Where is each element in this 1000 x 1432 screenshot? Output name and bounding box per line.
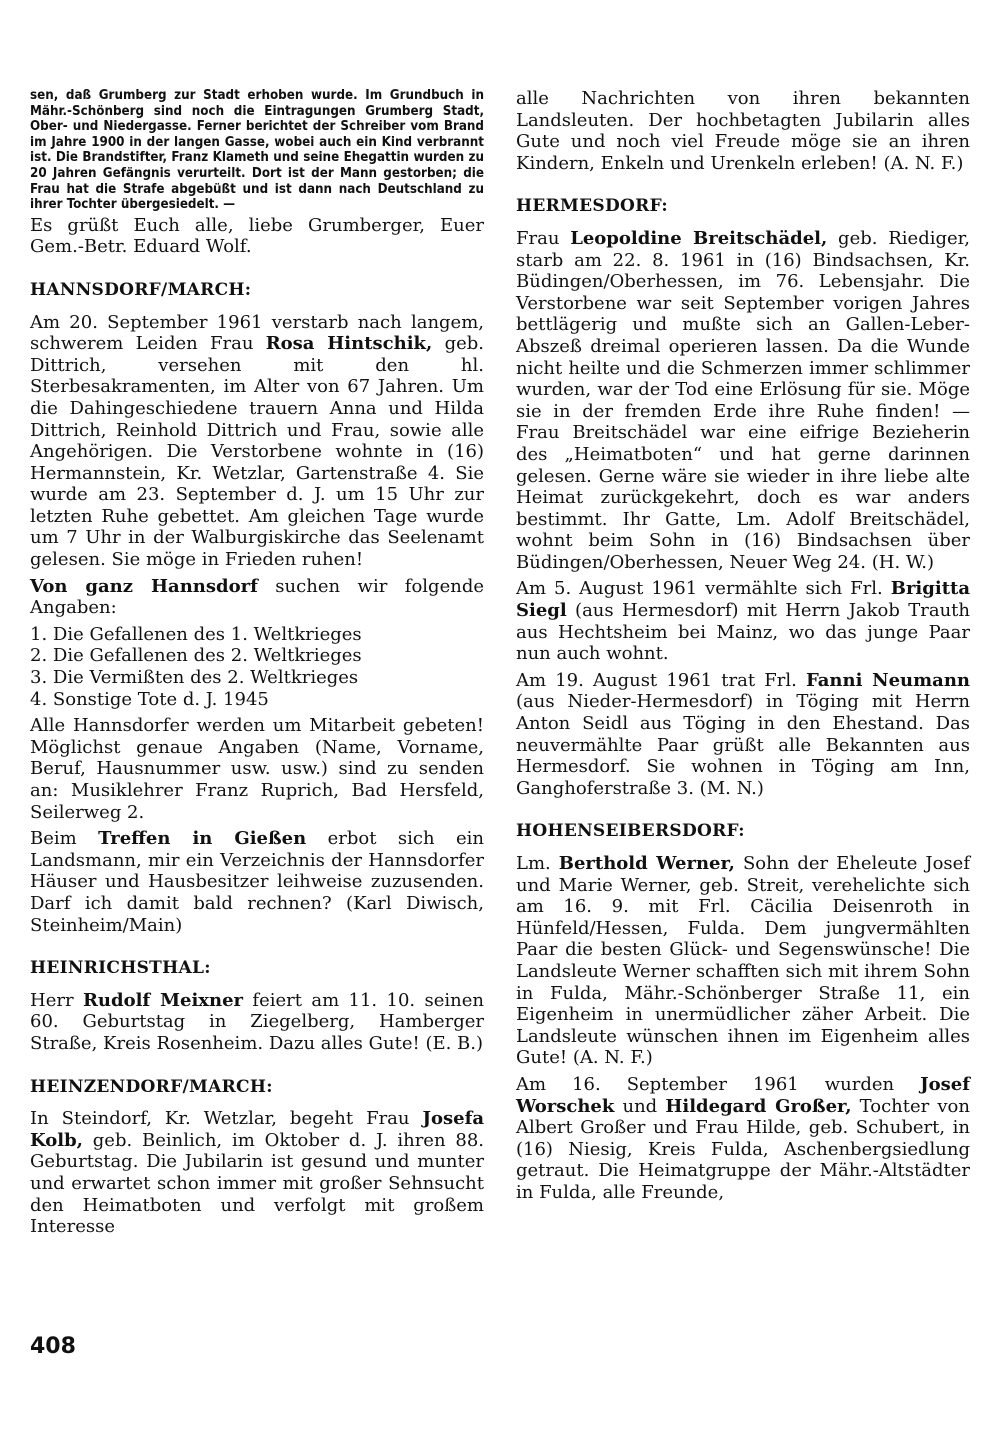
intro-small-paragraph: sen, daß Grumberg zur Stadt erhoben wurde. Im Grundbuch in Mähr.-Schönberg sind noch die Eintragungen Grumberg Stadt, Ober- und Niedergasse. Ferner berichtet der Schreiber vom Brand im Jahre 1900 in der langen Gasse, wobei auch ein Kind verbrannt ist. Die Brandstifter, Franz Klameth und seine Ehegattin wurden zu 20 Jahren Gefängnis verurteilt. Dort ist der Mann gestorben; die Frau hat die Strafe abgebüßt und ist dann nach Deutschland zu ihrer Tochter übergesiedelt. —: [30, 88, 484, 213]
text-segment: feiert am 11. 10. seinen 60. Geburtstag in Ziegelberg, Hamberger Straße, Kreis Rosenheim. Dazu alles Gute! (E. B.): [30, 989, 484, 1054]
text-segment: Am 19. August 1961 trat Frl.: [516, 669, 806, 691]
greeting-paragraph: Es grüßt Euch alle, liebe Grumberger, Euer Gem.-Betr. Eduard Wolf.: [30, 214, 484, 258]
person-name: Hildegard Großer,: [665, 1095, 852, 1117]
text-segment: Sohn der Eheleute Josef und Marie Werner, geb. Streit, verehelichte sich am 16. 9. mit Frl. Cäcilia Deisenroth in Hünfeld/Hessen, Fulda. Dem jungvermählten Paar die besten Glück- und Segenswünsche! Die Landsleute Werner schafften sich mit ihrem Sohn in Fulda, Mähr.-Schönberger Straße 11, ein Eigenheim in unermüdlicher zäher Arbeit. Die Landsleute wünschen ihnen im Eigenheim alles Gute! (A. N. F.): [516, 853, 970, 1069]
text-segment: geb. Dittrich, versehen mit den hl. Sterbesakramenten, im Alter von 67 Jahren. Um die Dahingeschiedene trauern Anna und Hilda Dittrich, Reinhold Dittrich und Frau, sowie alle Angehörigen. Die Verstorbene wohnte in (16) Hermannstein, Kr. Wetzlar, Gartenstraße 4. Sie wurde am 23. September d. J. um 15 Uhr zur letzten Ruhe gebettet. Am gleichen Tage wurde um 7 Uhr in der Walburgiskirche das Seelenamt gelesen. Sie möge in Frieden ruhen!: [30, 333, 484, 571]
list-item: 2. Die Gefallenen des 2. Weltkrieges: [30, 645, 362, 667]
text-segment: erbot sich ein Landsmann, mir ein Verzeichnis der Hannsdorfer Häuser und Hausbesitzer leihweise zuzusenden. Darf ich damit bald rechnen? (Karl Diwisch, Steinheim/Main): [30, 828, 485, 936]
heinrichsthal-birthday: [30, 990, 484, 1055]
heading-hannsdorf: HANNSDORF/MARCH:: [30, 279, 252, 300]
text-segment: Am 16. September 1961 wurden: [516, 1073, 921, 1095]
text-segment: Herr: [30, 989, 83, 1011]
person-name: Josefa Kolb,: [30, 1108, 484, 1151]
right-column: [516, 88, 970, 1209]
hohenseibersdorf-wedding-2: [516, 1074, 970, 1204]
continued-paragraph: alle Nachrichten von ihren bekannten Landsleuten. Der hochbetagten Jubilarin alles Gute und noch viel Freude möge sie an ihren Kindern, Enkeln und Urenkeln erleben! (A. N. F.): [516, 88, 970, 174]
hannsdorf-obituary: [30, 312, 484, 571]
list-item: 3. Die Vermißten des 2. Weltkrieges: [30, 667, 359, 689]
hermesdorf-wedding-2: [516, 670, 970, 800]
person-name: Brigitta Siegl: [516, 578, 970, 622]
hannsdorf-meeting: [30, 828, 484, 936]
heading-hohenseibersdorf: HOHENSEIBERSDORF:: [516, 821, 745, 842]
text-segment: Am 20. September 1961 verstarb nach langem, schwerem Leiden Frau: [30, 311, 484, 355]
text-segment: (aus Nieder-Hermesdorf) in Töging mit Herrn Anton Seidl aus Töging in den Ehestand. Das neuvermählte Paar grüßt alle Bekannten aus Hermesdorf. Sie wohnen in Töging am Inn, Ganghoferstraße 3. (M. N.): [516, 691, 970, 799]
hannsdorf-list: [30, 624, 484, 710]
person-name: Fanni Neumann: [805, 669, 970, 691]
page-number: 408: [30, 1334, 76, 1359]
text-segment: Frau: [516, 227, 571, 249]
person-name: Berthold Werner,: [558, 853, 735, 874]
heinzendorf-birthday: [30, 1108, 484, 1238]
text-segment: geb. Riediger, starb am 22. 8. 1961 in (16) Bindsachsen, Kr. Büdingen/Oberhessen, im 76. Lebensjahr. Die Verstorbene war seit September vorigen Jahres bettlägerig und mußte sich an Gallen-Leber-Abszeß dreimal operieren lassen. Da die Wunde nicht heilte und die Schmerzen immer schlimmer wurden, war der Tod eine Erlösung für sie. Möge sie in der fremden Erde ihre Ruhe finden! — Frau Breitschädel war eine eifrige Bezieherin des „Heimatboten“ und hat gerne darinnen gelesen. Gerne wäre sie wieder in ihre liebe alte Heimat zurückgekehrt, doch es war anders bestimmt. Ihr Gatte, Lm. Adolf Breitschädel, wohnt beim Sohn in (16) Bindsachsen über Büdingen/Oberhessen, Neuer Weg 24. (H. W.): [516, 227, 971, 573]
text-segment: geb. Beinlich, im Oktober d. J. ihren 88. Geburtstag. Die Jubilarin ist gesund und munter und erwartet schon immer mit großer Sehnsucht den Heimatboten und verfolgt mit großem Interesse: [30, 1129, 484, 1238]
text-segment: Tochter von Albert Großer und Frau Hilde, geb. Schubert, in (16) Niesig, Kreis Fulda, Aschenbergsiedlung getraut. Die Heimatgruppe der Mähr.-Altstädter in Fulda, alle Freunde,: [516, 1095, 970, 1203]
heading-heinzendorf: HEINZENDORF/MARCH:: [30, 1076, 273, 1097]
person-name: Rosa Hintschik,: [265, 333, 433, 355]
list-item: 4. Sonstige Tote d. J. 1945: [30, 688, 269, 710]
left-column: [30, 88, 484, 1243]
heading-heinrichsthal: HEINRICHSTHAL:: [30, 958, 211, 979]
text-segment: In Steindorf, Kr. Wetzlar, begeht Frau: [30, 1108, 423, 1130]
text-segment: Lm.: [516, 853, 559, 874]
person-name: Josef Worschek: [516, 1073, 970, 1117]
hermesdorf-obituary: [516, 228, 970, 574]
bold-phrase: Treffen in Gießen: [98, 828, 307, 850]
hermesdorf-wedding-1: [516, 578, 970, 664]
text-segment: und: [614, 1095, 666, 1117]
text-segment: suchen wir folgende Angaben:: [30, 575, 484, 619]
text-segment: Am 5. August 1961 vermählte sich Frl.: [516, 578, 891, 600]
bold-phrase: Von ganz Hannsdorf: [30, 575, 258, 597]
hannsdorf-appeal: Alle Hannsdorfer werden um Mitarbeit gebeten! Möglichst genaue Angaben (Name, Vorname, Beruf, Hausnummer usw. usw.) sind zu senden an: Musiklehrer Franz Ruprich, Bad Hersfeld, Seilerweg 2.: [30, 715, 484, 823]
person-name: Rudolf Meixner: [82, 989, 244, 1011]
text-segment: (aus Hermesdorf) mit Herrn Jakob Trauth aus Hechtsheim bei Mainz, wo das junge Paar nun auch wohnt.: [516, 600, 970, 665]
hannsdorf-request: [30, 576, 484, 619]
text-segment: Beim: [30, 828, 99, 850]
person-name: Leopoldine Breitschädel,: [570, 227, 828, 249]
heading-hermesdorf: HERMESDORF:: [516, 196, 668, 217]
hohenseibersdorf-wedding-1: [516, 853, 970, 1069]
list-item: 1. Die Gefallenen des 1. Weltkrieges: [30, 623, 362, 645]
